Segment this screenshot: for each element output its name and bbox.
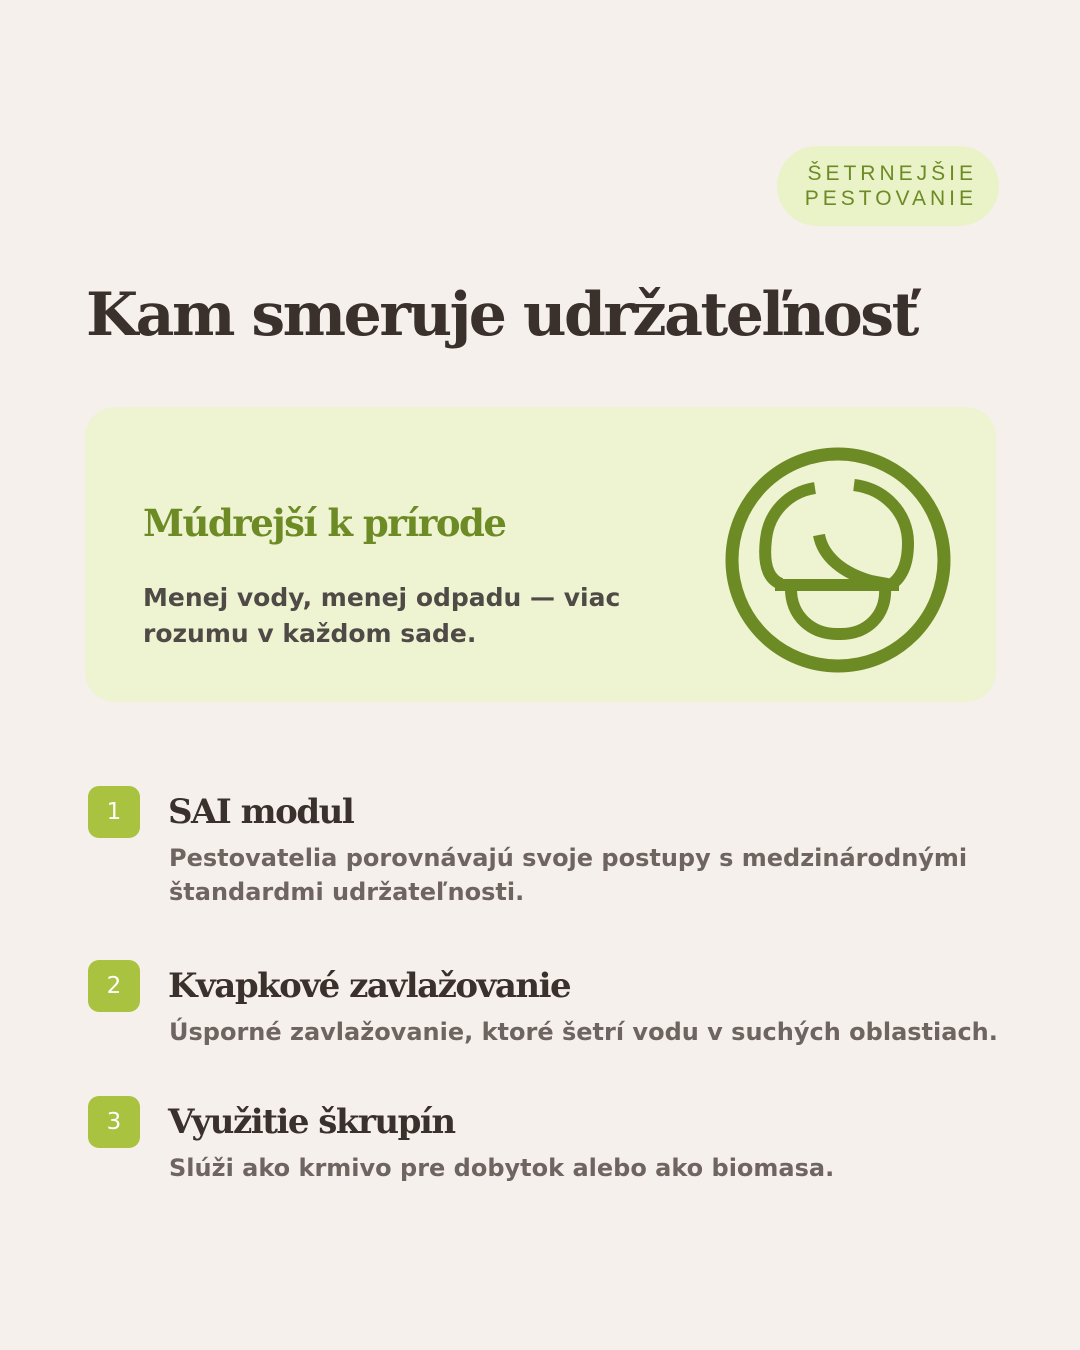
page-title: Kam smeruje udržateľnosť bbox=[86, 280, 917, 350]
category-tag-line-1: ŠETRNEJŠIE bbox=[807, 162, 977, 185]
hero-card bbox=[85, 407, 996, 702]
feature-description: Slúži ako krmivo pre dobytok alebo ako biomasa. bbox=[169, 1154, 835, 1182]
number-badge: 2 bbox=[88, 960, 140, 1012]
feature-title: SAI modul bbox=[168, 792, 354, 832]
hero-title: Múdrejší k prírode bbox=[143, 501, 506, 545]
feature-description: Pestovatelia porovnávajú svoje postupy s medzinárodnými štandardmi udržateľnosti. bbox=[169, 844, 968, 906]
feature-title: Využitie škrupín bbox=[168, 1102, 455, 1142]
hero-text: Menej vody, menej odpadu — viac rozumu v každom sade. bbox=[143, 583, 621, 648]
feature-title: Kvapkové zavlažovanie bbox=[168, 966, 571, 1006]
category-tag-line-2: PESTOVANIE bbox=[804, 187, 977, 210]
walnut-emblem-icon bbox=[723, 445, 953, 675]
number-badge: 3 bbox=[88, 1096, 140, 1148]
number-badge: 1 bbox=[88, 786, 140, 838]
feature-description: Úsporné zavlažovanie, ktoré šetrí vodu v suchých oblastiach. bbox=[169, 1018, 998, 1046]
category-tag bbox=[777, 146, 999, 226]
